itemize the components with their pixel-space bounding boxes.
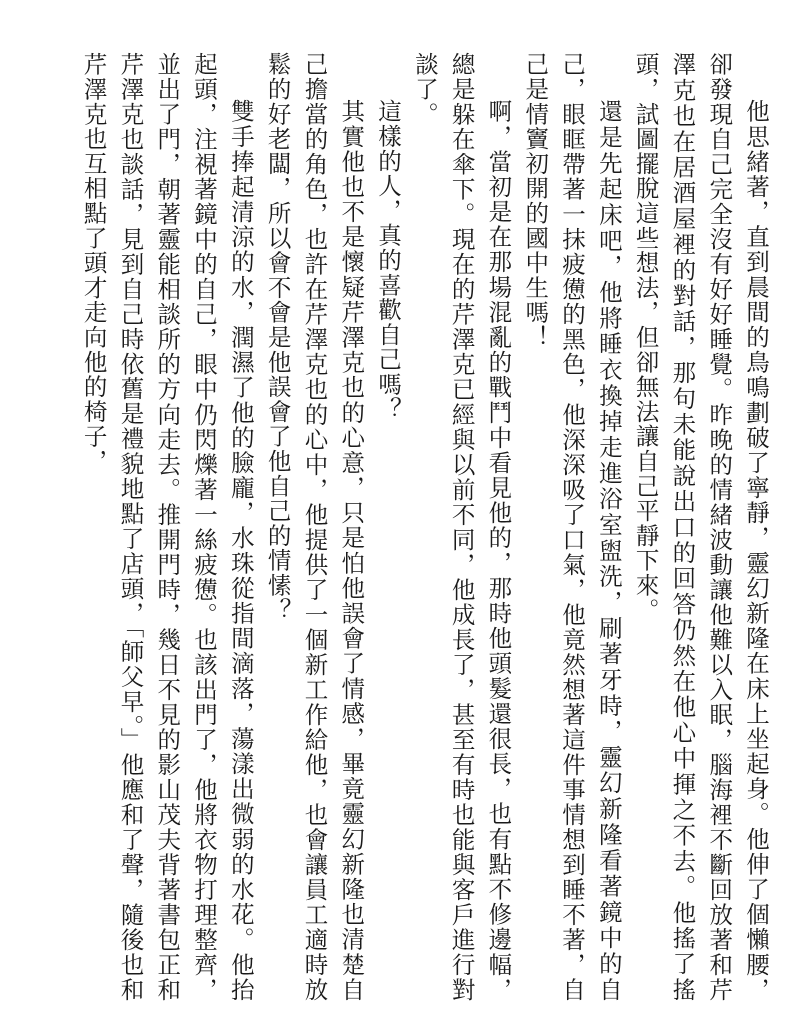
paragraph-3: 啊，當初是在那場混亂的戰鬥中看見他的，那時他頭髮還很長，也有點不修邊幅，總是躲在傘下。現在的芹澤克已經與以前不同，他成長了，甚至有時也能與客戶進行對談了。 bbox=[410, 52, 513, 1002]
paragraph-2: 還是先起床吧，他將睡衣換掉走進浴室盥洗，刷著牙時，靈幻新隆看著鏡中的自己，眼眶帶著一抹疲憊的黑色，他深深吸了口氣，他竟然想著這件事情想到睡不著，自己是情竇初開的國中生嗎！ bbox=[521, 52, 623, 1002]
paragraph-4: 這樣的人，真的喜歡自己嗎？ bbox=[374, 99, 403, 422]
paragraph-1: 他思緒著，直到晨間的鳥鳴劃破了寧靜，靈幻新隆在床上坐起身。他伸了個懶腰，卻發現自己完全沒有好好睡覺。昨晚的情緒波動讓他難以入眠，腦海裡不斷回放著和芹澤克也在居酒屋裡的對話，那句未能說出口的回答仍然在他心中揮之不去。他搖了搖頭，試圖擺脫這些想法，但卻無法讓自己平靜下來。 bbox=[631, 52, 770, 1002]
paragraph-6: 雙手捧起清涼的水，潤濕了他的臉龐，水珠從指間滴落，蕩漾出微弱的水花。他抬起頭，注視著鏡中的自己，眼中仍閃爍著一絲疲憊。也該出門了，他將衣物打理整齊，並出了門，朝著靈能相談所的方向走去。推開門時，幾日不見的影山茂夫背著書包正和芹澤克也談話，見到自己時依舊是禮貌地點了店頭，「師父早。」他應和了聲，隨後也和芹澤克也互相點了頭才走向他的椅子， bbox=[79, 52, 255, 1002]
vertical-text-body bbox=[75, 52, 774, 1002]
paragraph-5: 其實他也不是懷疑芹澤克也的心意，只是怕他誤會了情感，畢竟靈幻新隆也清楚自己擔當的角色，也許在芹澤克也的心中，他提供了一個新工作給他，也會讓員工適時放鬆的好老闆，所以會不會是他誤會了他自己的情愫？ bbox=[263, 52, 366, 1002]
